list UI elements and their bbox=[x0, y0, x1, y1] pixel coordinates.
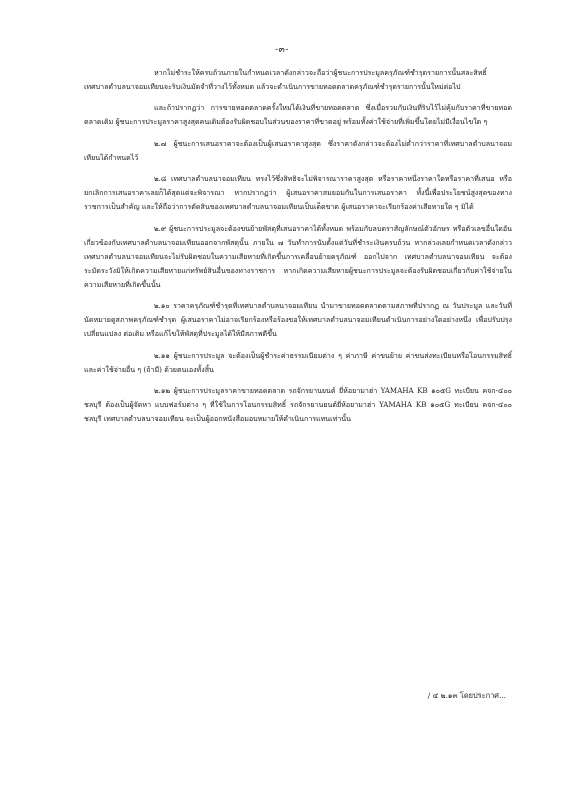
paragraph-clause-2-11: ๒.๑๑ ผู้ชนะการประมูล จะต้องเป็นผู้ชำระค่าธรรมเนียมต่าง ๆ ค่าภาษี ค่าขนย้าย ค่าขนส่งทะเบียนหรือโอนกรรมสิทธิ์และค่าใช้จ่ายอื่น ๆ (ถ้ามี) ด้วยตนเองทั้งสิ้น bbox=[84, 350, 512, 374]
paragraph-clause-2-8: ๒.๘ เทศบาลตำบลนาจอมเทียน ทรงไว้ซึ่งสิทธิจะไม่พิจารณาราคาสูงสุด หรือราคาหนึ่งราคาใดหรือราคาที่เสนอ หรือยกเลิกการเสนอราคาเลยก็ได้สุดแต่จะพิจารณา หากปรากฏว่า ผู้เสนอราคาสมยอมกันในการเสนอราคา ทั้งนี้เพื่อประโยชน์สูงสุดของทางราชการเป็นสำคัญ และให้ถือว่าการตัดสินของเทศบาลตำบลนาจอมเทียนเป็นเด็ดขาด ผู้เสนอราคาจะเรียกร้องค่าเสียหายใด ๆ มิได้ bbox=[84, 174, 512, 212]
document-body bbox=[84, 66, 512, 434]
paragraph-clause-2-12: ๒.๑๒ ผู้ชนะการประมูลราคาขายทอดตลาด รถจักรยานยนต์ ยี่ห้อยามาฮ่า YAMAHA KB ๑๐๕G ทะเบียน คจก-๔๐๐ ชลบุรี ต้องเป็นผู้จัดหา แบบฟอร์มต่าง ๆ ที่ใช้ในการโอนกรรมสิทธิ์ รถจักรยานยนต์ยี่ห้อยามาฮ่า YAMAHA KB ๑๐๕G ทะเบียน คจก-๔๐๐ ชลบุรี เทศบาลตำบลนาจอมเทียน จะเป็นผู้ออกหนังสือมอบหมายให้ดำเนินการแทนเท่านั้น bbox=[84, 386, 512, 424]
paragraph-payment-deadline: หากไม่ชำระให้ครบถ้วนภายในกำหนดเวลาดังกล่าวจะถือว่าผู้ชนะการประมูลครุภัณฑ์ชำรุดรายการนั้นสละสิทธิ์ เทศบาลตำบลนาจอมเทียนจะริบเงินมัดจำที่วางไว้ทั้งหมด แล้วจะดำเนินการขายทอดตลาดครุภัณฑ์ชำรุดรายการนั้นใหม่ต่อไป bbox=[84, 68, 487, 92]
page-number: -๓- bbox=[275, 45, 289, 55]
paragraph-clause-2-10: ๒.๑๐ ราคาครุภัณฑ์ชำรุดที่เทศบาลตำบลนาจอมเทียน นำมาขายทอดตลาดตามสภาพที่ปรากฏ ณ วันประมูล และวันที่นัดหมายดูสภาพครุภัณฑ์ชำรุด ผู้เสนอราคาไม่อาจเรียกร้องหรือร้องขอให้เทศบาลตำบลนาจอมเทียนดำเนินการอย่างใดอย่างหนึ่ง เพื่อปรับปรุงเปลี่ยนแปลง ต่อเติม หรือแก้ไขให้พัสดุที่ประมูลได้ให้มีสภาพดีขึ้น bbox=[84, 301, 512, 339]
paragraph-resale-shortfall: และถ้าปรากฏว่า การขายทอดตลาดครั้งใหม่ได้เงินที่ขายทอดตลาด ซึ่งเมื่อรวมกับเงินที่ริบไว้ไม่คุ้มกับราคาที่ขายทอดตลาดเดิม ผู้ชนะการประมูลราคาสูงสุดคนเดิมต้องรับผิดชอบในส่วนของราคาที่ขาดอยู่ พร้อมทั้งค่าใช้จ่ายที่เพิ่มขึ้นโดยไม่มีเงื่อนไขใด ๆ bbox=[84, 103, 512, 127]
paragraph-clause-2-7: ๒.๗ ผู้ชนะการเสนอราคาจะต้องเป็นผู้เสนอราคาสูงสุด ซึ่งราคาดังกล่าวจะต้องไม่ต่ำกว่าราคาที่เทศบาลตำบลนาจอมเทียนได้กำหนดไว้ bbox=[84, 138, 512, 162]
paragraph-clause-2-9: ๒.๙ ผู้ชนะการประมูลจะต้องขนย้ายพัสดุที่เสนอราคาได้ทั้งหมด พร้อมกับลบตราสัญลักษณ์ตัวอักษร หรือตัวเลขอื่นใดอันเกี่ยวข้องกับเทศบาลตำบลนาจอมเทียนออกจากพัสดุนั้น ภายใน ๗ วันทำการนับตั้งแต่วันที่ชำระเงินครบถ้วน หากล่วงเลยกำหนดเวลาดังกล่าว เทศบาลตำบลนาจอมเทียนจะไม่รับผิดชอบในความเสียหายที่เกิดขึ้นการเคลื่อนย้ายครุภัณฑ์ ออกไปจาก เทศบาลตำบลนาจอมเทียน จะต้องระมัดระวังมิให้เกิดความเสียหายแก่ทรัพย์สินอื่นของทางราชการ หากเกิดความเสียหายผู้ชนะการประมูลจะต้องรับผิดชอบเกี่ยวกับค่าใช้จ่ายในความเสียหายที่เกิดขึ้นนั้น bbox=[84, 223, 512, 289]
continuation-note: / ๔ ๒.๑๓ โดยประกาศ... bbox=[427, 691, 506, 700]
